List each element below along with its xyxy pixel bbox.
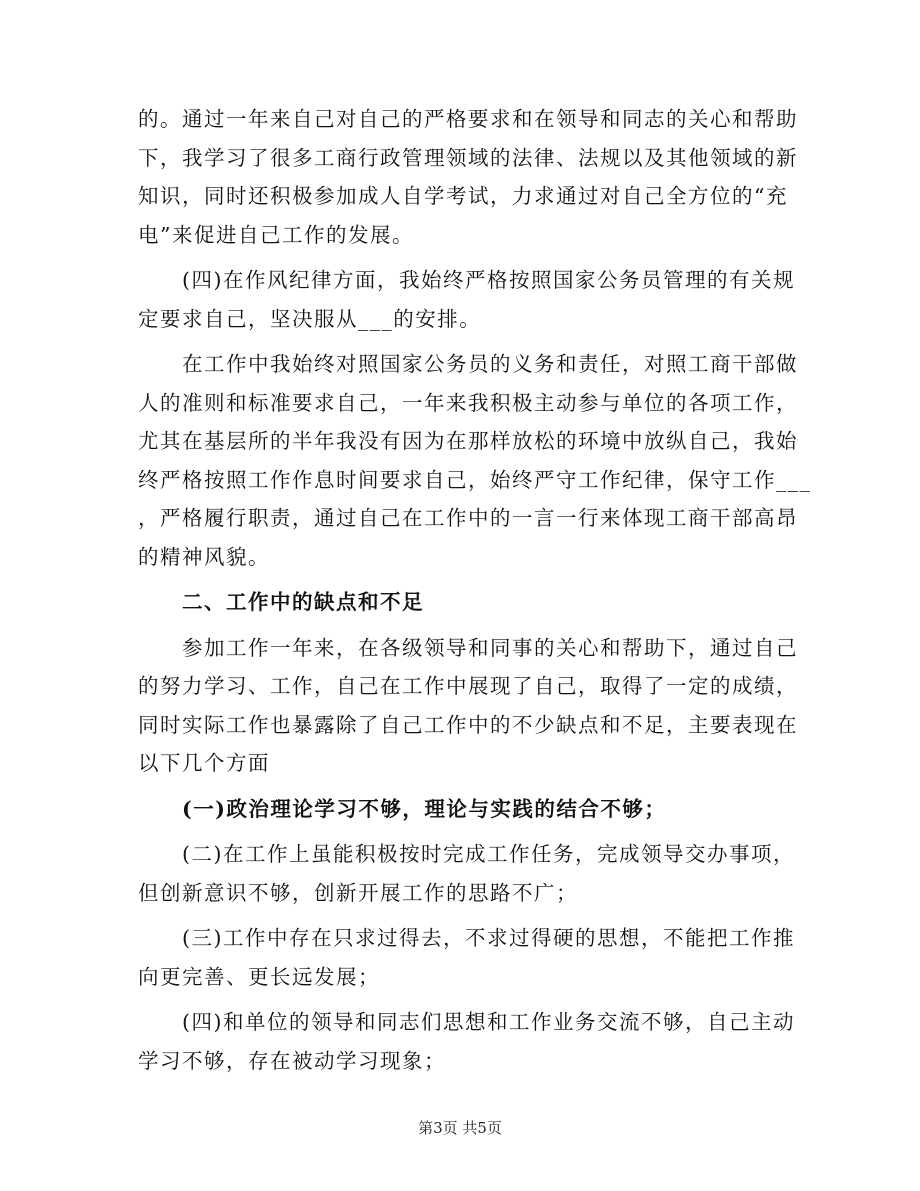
text-line: 参加工作一年来，在各级领导和同事的关心和帮助下，通过自己 — [138, 635, 798, 660]
list-item-3 — [138, 919, 795, 1003]
list-item-1 — [138, 790, 786, 836]
paragraph-summary — [138, 629, 798, 790]
text-line: 学习不够，存在被动学习现象； — [138, 1048, 446, 1073]
text-line: 的。通过一年来自己对自己的严格要求和在领导和同志的关心和帮助 — [138, 107, 798, 131]
text-line: (一)政治理论学习不够，理论与实践的结合不够； — [138, 796, 667, 821]
text-line: 下，我学习了很多工商行政管理领域的法律、法规以及其他领域的新 — [138, 145, 798, 170]
text-line: 定要求自己，坚决服从___的安排。 — [138, 306, 482, 331]
text-line: 在工作中我始终对照国家公务员的义务和责任，对照工商干部做 — [138, 352, 798, 376]
paragraph-conduct — [138, 345, 812, 583]
text-line: (四)和单位的领导和同志们思想和工作业务交流不够，自己主动 — [138, 1010, 795, 1034]
document-body — [138, 100, 812, 1087]
heading-text: 二、工作中的缺点和不足 — [138, 590, 424, 614]
text-line: 以下几个方面 — [138, 751, 270, 775]
text-line: 电”来促进自己工作的发展。 — [138, 222, 414, 247]
text-line: 的努力学习、工作，自己在工作中展现了自己，取得了一定的成绩， — [138, 674, 798, 698]
paragraph-study — [138, 100, 798, 261]
paragraph-discipline — [138, 261, 795, 345]
text-line: (四)在作风纪律方面，我始终严格按照国家公务员管理的有关规 — [138, 268, 795, 292]
section-heading — [138, 583, 786, 629]
text-line: (三)工作中存在只求过得去，不求过得硬的思想，不能把工作推 — [138, 926, 795, 950]
text-line: 向更完善、更长远发展； — [138, 964, 380, 989]
list-item-4 — [138, 1003, 795, 1087]
text-line: 尤其在基层所的半年我没有因为在那样放松的环境中放纵自己，我始 — [138, 429, 798, 453]
text-line: (二)在工作上虽能积极按时完成工作任务，完成领导交办事项， — [138, 842, 795, 866]
text-line: 但创新意识不够，创新开展工作的思路不广； — [138, 880, 578, 905]
text-line: 知识，同时还积极参加成人自学考试，力求通过对自己全方位的“充 — [138, 184, 788, 208]
text-line: 同时实际工作也暴露除了自己工作中的不少缺点和不足，主要表现在 — [138, 712, 798, 737]
text-line: 人的准则和标准要求自己，一年来我积极主动参与单位的各项工作， — [138, 390, 798, 415]
text-line: ，严格履行职责，通过自己在工作中的一言一行来体现工商干部高昂 — [138, 506, 798, 530]
text-line: 的精神风貌。 — [138, 544, 270, 569]
page-number: 第3页 共5页 — [418, 1119, 502, 1137]
list-item-2 — [138, 835, 795, 919]
text-line: 终严格按照工作作息时间要求自己，始终严守工作纪律，保守工作___ — [138, 467, 812, 492]
